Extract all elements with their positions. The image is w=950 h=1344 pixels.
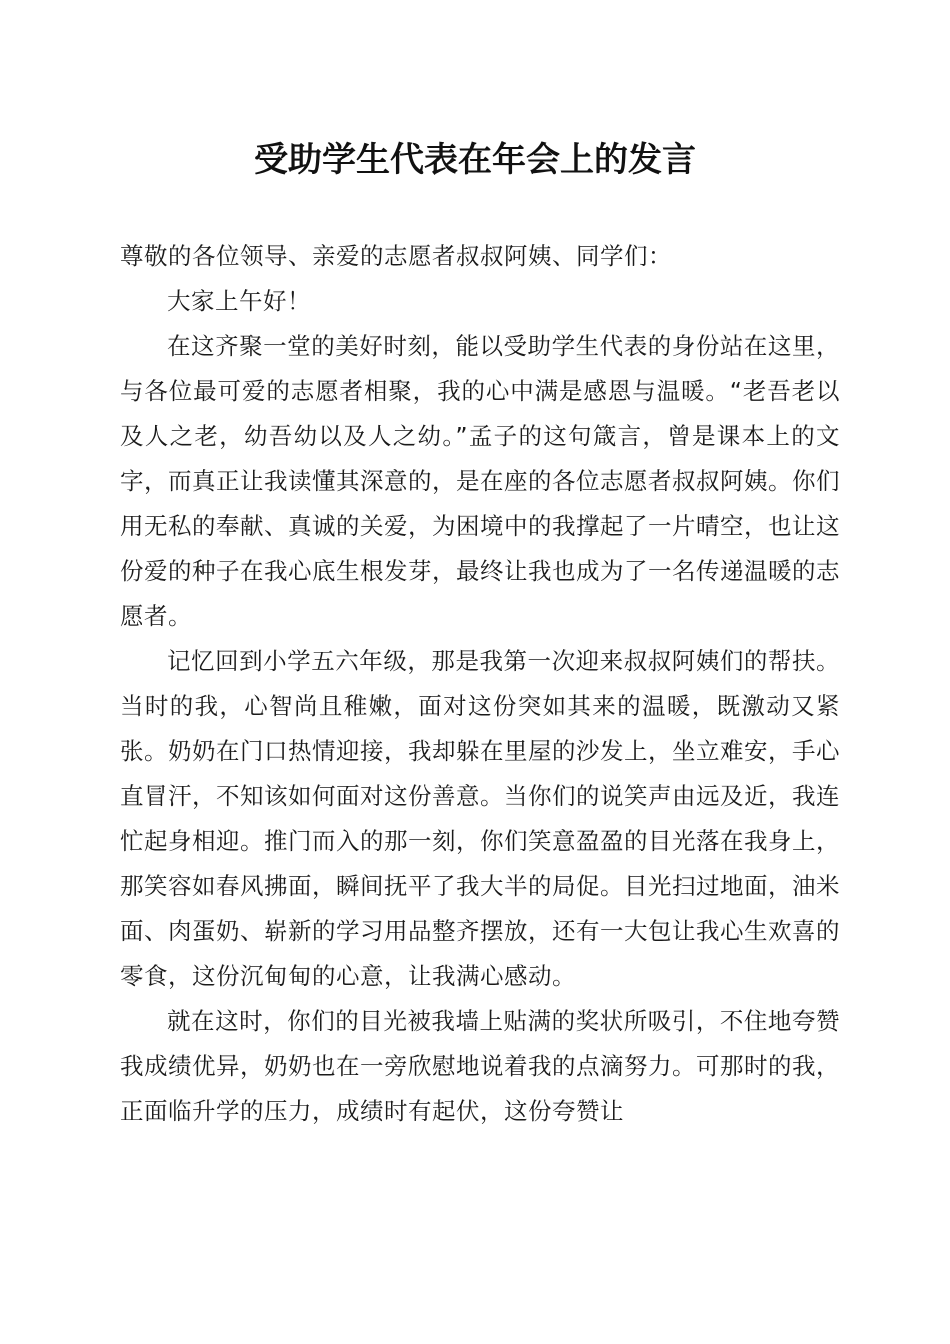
paragraph: 在这齐聚一堂的美好时刻，能以受助学生代表的身份站在这里，与各位最可爱的志愿者相聚，我的心中满是感恩与温暖。“老吾老以及人之老，幼吾幼以及人之幼。”孟子的这句箴言，曾是课本上的文字，而真正让我读懂其深意的，是在座的各位志愿者叔叔阿姨。你们用无私的奉献、真诚的关爱，为困境中的我撑起了一片晴空，也让这份爱的种子在我心底生根发芽，最终让我也成为了一名传递温暖的志愿者。: [120, 332, 840, 630]
salutation: 尊敬的各位领导、亲爱的志愿者叔叔阿姨、同学们：: [120, 242, 672, 270]
greeting: 大家上午好！: [167, 287, 311, 315]
paragraph: 记忆回到小学五六年级，那是我第一次迎来叔叔阿姨们的帮扶。当时的我，心智尚且稚嫩，面对这份突如其来的温暖，既激动又紧张。奶奶在门口热情迎接，我却躲在里屋的沙发上，坐立难安，手心直冒汗，不知该如何面对这份善意。当你们的说笑声由远及近，我连忙起身相迎。推门而入的那一刻，你们笑意盈盈的目光落在我身上，那笑容如春风拂面，瞬间抚平了我大半的局促。目光扫过地面，油米面、肉蛋奶、崭新的学习用品整齐摆放，还有一大包让我心生欢喜的零食，这份沉甸甸的心意，让我满心感动。: [120, 647, 840, 990]
document-body: [120, 234, 840, 1134]
document-title: 受助学生代表在年会上的发言: [254, 140, 696, 180]
paragraph: 就在这时，你们的目光被我墙上贴满的奖状所吸引，不住地夸赞我成绩优异，奶奶也在一旁欣慰地说着我的点滴努力。可那时的我，正面临升学的压力，成绩时有起伏，这份夸赞让: [120, 1007, 840, 1125]
